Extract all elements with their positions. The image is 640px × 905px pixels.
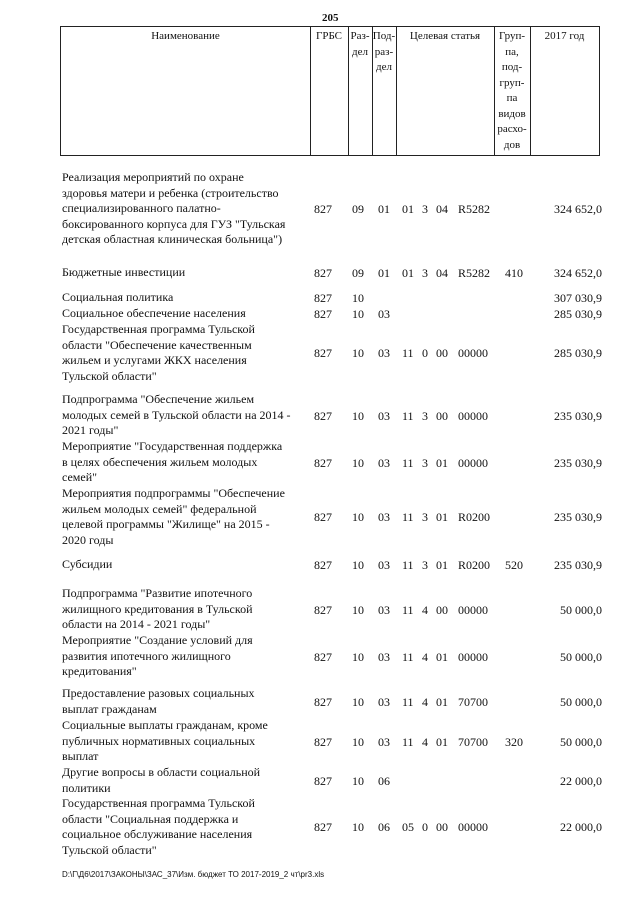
table-row xyxy=(0,306,640,322)
cell-target-code: R5282 xyxy=(458,266,491,280)
cell-amount: 22 000,0 xyxy=(560,820,602,834)
cell-target-code: R0200 xyxy=(458,558,491,572)
cell-expense-group: 520 xyxy=(505,558,523,572)
cell-target-subprogram: 3 xyxy=(422,456,428,470)
cell-target-subprogram: 4 xyxy=(422,603,428,617)
cell-target-subprogram: 4 xyxy=(422,650,428,664)
cell-name: Реализация мероприятий по охране здоровья матери и ребенка (строительство специализированного палатно- боксированного корпуса для ГУЗ "Тульская детская областная клиническая больница") xyxy=(62,170,286,246)
cell-target-program: 01 xyxy=(402,202,414,216)
cell-razdel: 10 xyxy=(352,307,364,321)
cell-amount: 324 652,0 xyxy=(554,266,602,280)
cell-podrazdel: 03 xyxy=(378,510,390,524)
cell-target-code: 00000 xyxy=(458,346,488,360)
cell-amount: 50 000,0 xyxy=(560,695,602,709)
cell-expense-group: 410 xyxy=(505,266,523,280)
cell-amount: 50 000,0 xyxy=(560,650,602,664)
table-row xyxy=(0,765,640,796)
cell-target-code: 00000 xyxy=(458,456,488,470)
cell-name: Подпрограмма "Обеспечение жильем молодых семей в Тульской области на 2014 - 2021 годы" xyxy=(62,392,291,437)
cell-target-program: 11 xyxy=(402,695,414,709)
cell-target-program: 11 xyxy=(402,735,414,749)
cell-target-subprogram: 3 xyxy=(422,510,428,524)
cell-target-event: 00 xyxy=(436,346,448,360)
header-year: 2017 год xyxy=(544,30,585,42)
file-path-footer: D:\Г\Д6\2017\ЗАКОНЫ\ЗАС_37\Изм. бюджет ТО 2017-2019_2 чт\pr3.xls xyxy=(62,870,325,879)
cell-name: Государственная программа Тульской области "Обеспечение качественным жильем и услугами ЖКХ населения Тульской области" xyxy=(62,322,255,383)
cell-podrazdel: 01 xyxy=(378,266,390,280)
cell-amount: 235 030,9 xyxy=(554,456,602,470)
cell-target-program: 05 xyxy=(402,820,414,834)
cell-amount: 285 030,9 xyxy=(554,346,602,360)
cell-podrazdel: 06 xyxy=(378,774,390,788)
cell-razdel: 10 xyxy=(352,774,364,788)
cell-amount: 285 030,9 xyxy=(554,307,602,321)
cell-razdel: 10 xyxy=(352,291,364,305)
cell-name: Предоставление разовых социальных выплат гражданам xyxy=(62,686,255,716)
cell-target-event: 01 xyxy=(436,456,448,470)
cell-grbs: 827 xyxy=(314,695,332,709)
cell-podrazdel: 03 xyxy=(378,558,390,572)
cell-name: Государственная программа Тульской области "Социальная поддержка и социальное обслуживание населения Тульской области" xyxy=(62,796,255,857)
cell-target-code: 70700 xyxy=(458,735,488,749)
cell-podrazdel: 03 xyxy=(378,695,390,709)
cell-target-event: 01 xyxy=(436,558,448,572)
header-podrazdel: Под- раз- дел xyxy=(372,30,396,73)
cell-target-event: 00 xyxy=(436,820,448,834)
cell-razdel: 10 xyxy=(352,346,364,360)
table-row xyxy=(0,486,640,548)
cell-podrazdel: 03 xyxy=(378,603,390,617)
cell-target-program: 01 xyxy=(402,266,414,280)
header-name: Наименование xyxy=(151,30,220,42)
cell-target-program: 11 xyxy=(402,346,414,360)
cell-razdel: 10 xyxy=(352,603,364,617)
cell-target-code: 00000 xyxy=(458,820,488,834)
cell-grbs: 827 xyxy=(314,409,332,423)
cell-grbs: 827 xyxy=(314,346,332,360)
cell-podrazdel: 03 xyxy=(378,456,390,470)
cell-target-event: 01 xyxy=(436,510,448,524)
cell-target-subprogram: 4 xyxy=(422,735,428,749)
cell-target-code: 00000 xyxy=(458,603,488,617)
table-row xyxy=(0,392,640,439)
header-razdel: Раз- дел xyxy=(350,30,370,58)
cell-target-subprogram: 3 xyxy=(422,266,428,280)
cell-target-subprogram: 0 xyxy=(422,820,428,834)
cell-podrazdel: 03 xyxy=(378,409,390,423)
cell-grbs: 827 xyxy=(314,820,332,834)
cell-target-event: 04 xyxy=(436,202,448,216)
cell-grbs: 827 xyxy=(314,558,332,572)
cell-name: Мероприятие "Создание условий для развития ипотечного жилищного кредитования" xyxy=(62,633,253,678)
cell-target-program: 11 xyxy=(402,650,414,664)
cell-amount: 50 000,0 xyxy=(560,603,602,617)
cell-podrazdel: 01 xyxy=(378,202,390,216)
table-row xyxy=(0,686,640,717)
cell-amount: 22 000,0 xyxy=(560,774,602,788)
cell-target-subprogram: 3 xyxy=(422,202,428,216)
table-row xyxy=(0,557,640,573)
cell-target-event: 01 xyxy=(436,650,448,664)
header-divider xyxy=(530,27,531,155)
cell-razdel: 09 xyxy=(352,202,364,216)
cell-name: Бюджетные инвестиции xyxy=(62,265,186,279)
cell-grbs: 827 xyxy=(314,603,332,617)
header-group: Груп- па, под- груп- па видов расхо- дов xyxy=(497,30,527,151)
cell-target-code: R0200 xyxy=(458,510,491,524)
cell-grbs: 827 xyxy=(314,291,332,305)
cell-grbs: 827 xyxy=(314,650,332,664)
cell-name: Подпрограмма "Развитие ипотечного жилищного кредитования в Тульской области на 2014 - 2021 годы" xyxy=(62,586,253,631)
cell-podrazdel: 03 xyxy=(378,650,390,664)
cell-razdel: 10 xyxy=(352,456,364,470)
cell-razdel: 10 xyxy=(352,820,364,834)
table-row xyxy=(0,796,640,858)
cell-name: Мероприятия подпрограммы "Обеспечение жильем молодых семей" федеральной целевой программы "Жилище" на 2015 - 2020 годы xyxy=(62,486,285,547)
header-divider xyxy=(310,27,311,155)
header-divider xyxy=(396,27,397,155)
cell-amount: 235 030,9 xyxy=(554,409,602,423)
cell-razdel: 09 xyxy=(352,266,364,280)
cell-target-subprogram: 4 xyxy=(422,695,428,709)
cell-grbs: 827 xyxy=(314,510,332,524)
table-row xyxy=(0,439,640,486)
cell-target-code: R5282 xyxy=(458,202,491,216)
table-row xyxy=(0,290,640,306)
cell-target-subprogram: 3 xyxy=(422,409,428,423)
cell-name: Мероприятие "Государственная поддержка в целях обеспечения жильем молодых семей" xyxy=(62,439,283,484)
cell-target-program: 11 xyxy=(402,510,414,524)
table-header xyxy=(60,26,600,156)
cell-grbs: 827 xyxy=(314,774,332,788)
cell-target-event: 01 xyxy=(436,735,448,749)
cell-amount: 235 030,9 xyxy=(554,558,602,572)
cell-podrazdel: 03 xyxy=(378,346,390,360)
cell-razdel: 10 xyxy=(352,510,364,524)
cell-target-event: 01 xyxy=(436,695,448,709)
cell-target-program: 11 xyxy=(402,456,414,470)
cell-grbs: 827 xyxy=(314,202,332,216)
cell-name: Другие вопросы в области социальной политики xyxy=(62,765,261,795)
cell-target-program: 11 xyxy=(402,409,414,423)
cell-name: Социальная политика xyxy=(62,290,174,304)
table-row xyxy=(0,586,640,633)
table-row xyxy=(0,170,640,248)
cell-razdel: 10 xyxy=(352,695,364,709)
cell-razdel: 10 xyxy=(352,650,364,664)
header-target: Целевая статья xyxy=(409,30,481,42)
cell-amount: 50 000,0 xyxy=(560,735,602,749)
cell-name: Социальные выплаты гражданам, кроме публичных нормативных социальных выплат xyxy=(62,718,268,763)
header-grbs: ГРБС xyxy=(315,30,343,42)
cell-podrazdel: 06 xyxy=(378,820,390,834)
page-number: 205 xyxy=(322,12,339,24)
table-row xyxy=(0,718,640,765)
cell-name: Субсидии xyxy=(62,557,113,571)
table-row xyxy=(0,265,640,281)
cell-target-program: 11 xyxy=(402,558,414,572)
cell-target-subprogram: 0 xyxy=(422,346,428,360)
cell-amount: 307 030,9 xyxy=(554,291,602,305)
cell-podrazdel: 03 xyxy=(378,735,390,749)
cell-amount: 324 652,0 xyxy=(554,202,602,216)
cell-target-subprogram: 3 xyxy=(422,558,428,572)
cell-razdel: 10 xyxy=(352,409,364,423)
cell-target-code: 70700 xyxy=(458,695,488,709)
cell-target-event: 04 xyxy=(436,266,448,280)
cell-target-program: 11 xyxy=(402,603,414,617)
cell-target-code: 00000 xyxy=(458,650,488,664)
cell-razdel: 10 xyxy=(352,558,364,572)
cell-grbs: 827 xyxy=(314,735,332,749)
cell-grbs: 827 xyxy=(314,456,332,470)
cell-podrazdel: 03 xyxy=(378,307,390,321)
cell-grbs: 827 xyxy=(314,307,332,321)
table-row xyxy=(0,633,640,680)
cell-target-event: 00 xyxy=(436,603,448,617)
cell-expense-group: 320 xyxy=(505,735,523,749)
table-row xyxy=(0,322,640,384)
cell-target-code: 00000 xyxy=(458,409,488,423)
cell-target-event: 00 xyxy=(436,409,448,423)
cell-razdel: 10 xyxy=(352,735,364,749)
cell-name: Социальное обеспечение населения xyxy=(62,306,246,320)
cell-amount: 235 030,9 xyxy=(554,510,602,524)
cell-grbs: 827 xyxy=(314,266,332,280)
